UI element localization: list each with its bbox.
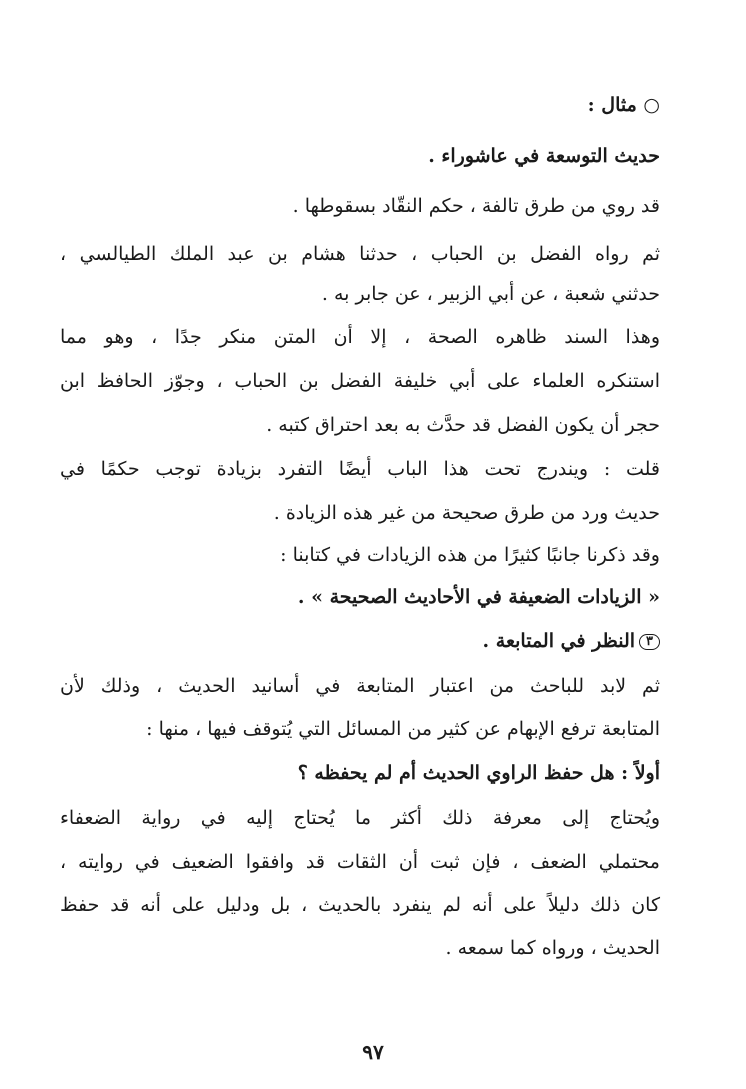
text-line-6: وهذا السند ظاهره الصحة ، إلا أن المتن منكر جدًا ، وهو مما xyxy=(60,326,660,348)
page-number: ٩٧ xyxy=(362,1040,384,1064)
text-line-3: قد روي من طرق تالفة ، حكم النقّاد بسقوطها . xyxy=(292,195,660,217)
text-line-18: محتملي الضعف ، فإن ثبت أن الثقات قد وافقوا الضعيف في روايته ، xyxy=(60,851,660,873)
text-line-15: المتابعة ترفع الإبهام عن كثير من المسائل التي يُتوقف فيها ، منها : xyxy=(146,718,660,740)
text-line-5: حدثني شعبة ، عن أبي الزبير ، عن جابر به . xyxy=(321,283,660,305)
hadith-title: حديث التوسعة في عاشوراء . xyxy=(428,145,660,167)
text-line-14: ثم لابد للباحث من اعتبار المتابعة في أسانيد الحديث ، وذلك لأن xyxy=(60,675,660,697)
text-line-20: الحديث ، ورواه كما سمعه . xyxy=(445,937,660,959)
question-heading: أولاً : هل حفظ الراوي الحديث أم لم يحفظه ؟ xyxy=(297,762,660,784)
text-line-17: ويُحتاج إلى معرفة ذلك أكثر ما يُحتاج إليه في رواية الضعفاء xyxy=(60,807,660,829)
section-heading xyxy=(60,626,660,656)
text-line-9: قلت : ويندرج تحت هذا الباب أيضًا التفرد بزيادة توجب حكمًا في xyxy=(60,458,660,480)
text-line-8: حجر أن يكون الفضل قد حدَّث به بعد احتراق كتبه . xyxy=(266,414,660,436)
section-heading-text: النظر في المتابعة . xyxy=(482,630,636,652)
text-line-10: حديث ورد من طرق صحيحة من غير هذه الزيادة . xyxy=(273,502,660,524)
text-line-7: استنكره العلماء على أبي خليفة الفضل بن الحباب ، وجوّز الحافظ ابن xyxy=(60,370,661,392)
example-heading: ○ مثال : xyxy=(587,94,660,116)
section-number-badge: ٣ xyxy=(639,634,660,650)
book-title-line: « الزيادات الضعيفة في الأحاديث الصحيحة » . xyxy=(297,586,660,608)
text-line-19: كان ذلك دليلاً على أنه لم ينفرد بالحديث ، بل ودليل على أنه قد حفظ xyxy=(60,894,660,916)
text-line-4: ثم رواه الفضل بن الحباب ، حدثنا هشام بن عبد الملك الطيالسي ، xyxy=(60,243,660,265)
text-line-11: وقد ذكرنا جانبًا كثيرًا من هذه الزيادات في كتابنا : xyxy=(280,544,660,566)
